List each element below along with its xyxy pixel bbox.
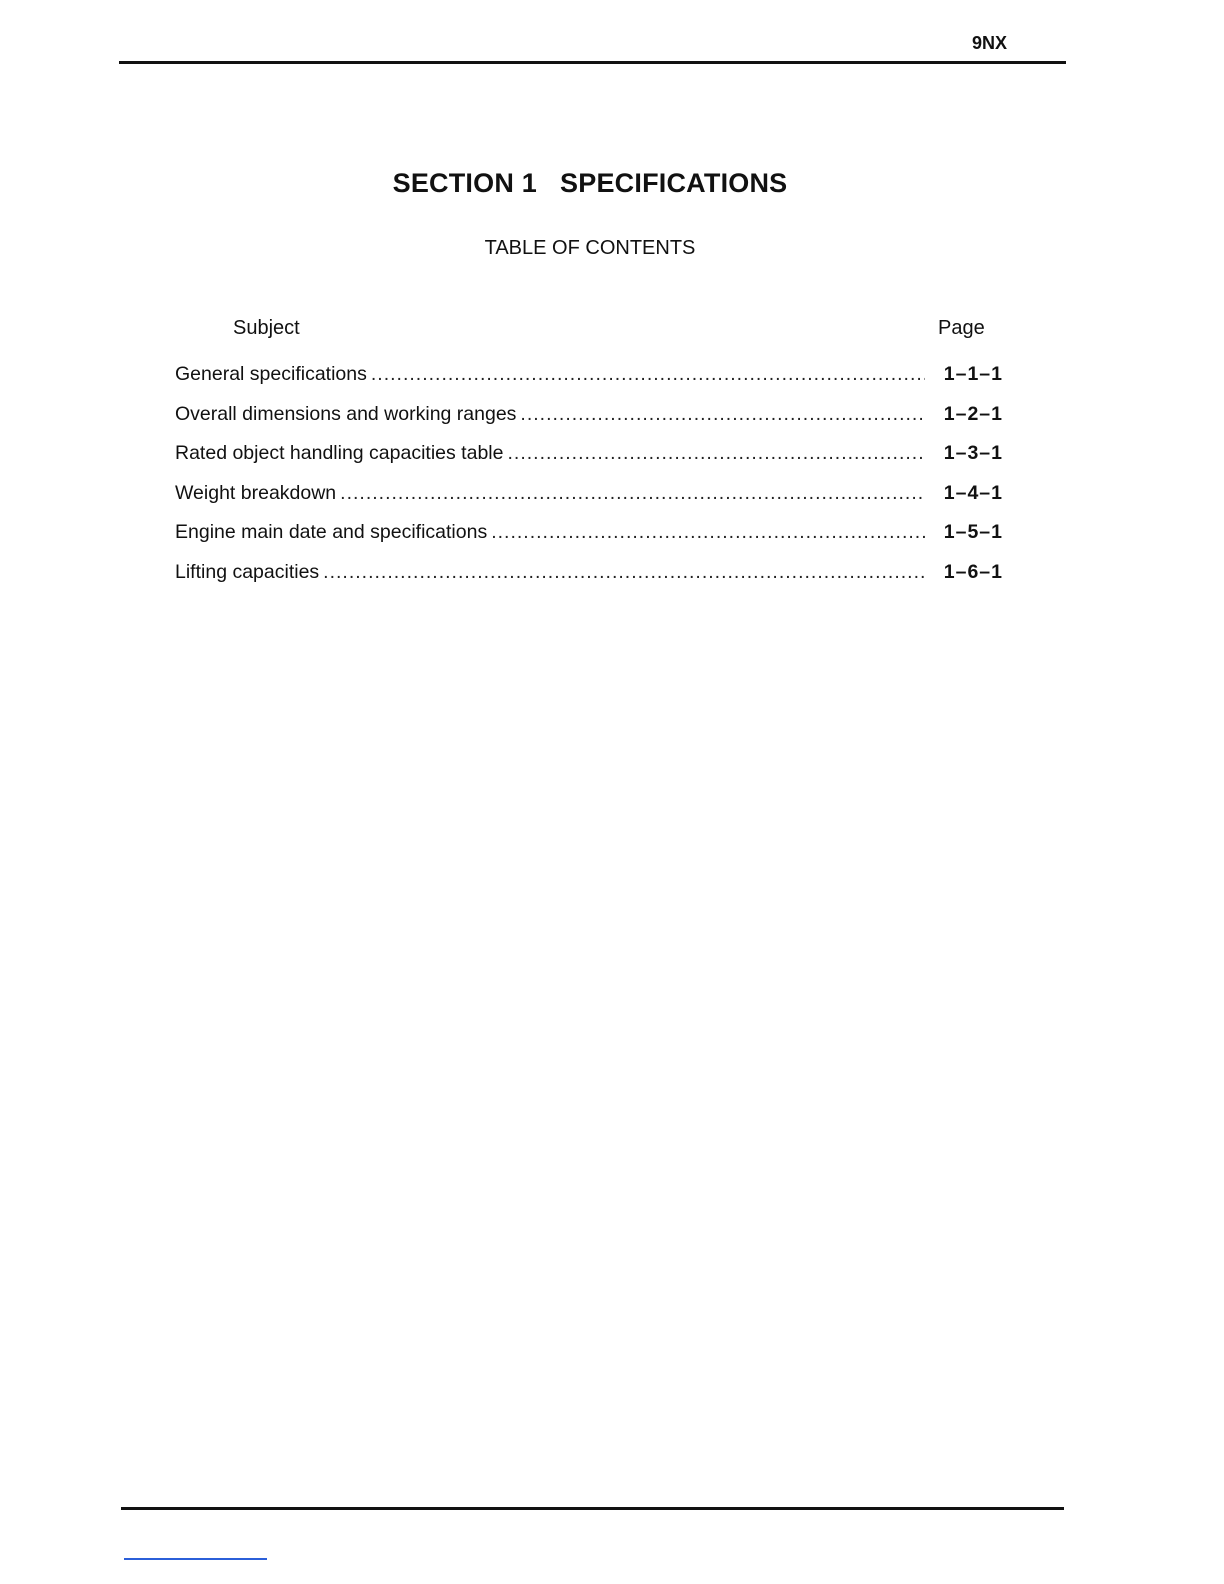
toc-leader-dots: [520, 403, 925, 426]
toc-subject: General specifications: [175, 363, 367, 385]
toc-subject: Weight breakdown: [175, 481, 337, 504]
bottom-link-underline[interactable]: [124, 1558, 267, 1560]
toc-subject: Rated object handling capacities table: [175, 442, 504, 464]
page-header-code: 9NX: [972, 33, 1008, 53]
bottom-divider: [121, 1507, 1064, 1510]
toc-page-number: 1–6–1: [943, 560, 1003, 583]
toc-row[interactable]: [175, 482, 1003, 522]
toc-page-number: 1–5–1: [943, 521, 1003, 543]
toc-subject: Engine main date and specifications: [175, 521, 488, 543]
subject-column-header: Subject: [233, 317, 300, 339]
toc-subject: Overall dimensions and working ranges: [175, 402, 517, 425]
toc-leader-dots: [340, 482, 925, 505]
toc-page-number: 1–3–1: [943, 442, 1003, 464]
toc-leader-dots: [323, 561, 925, 584]
top-divider: [119, 61, 1066, 64]
toc-page-number: 1–2–1: [943, 402, 1003, 425]
toc-row[interactable]: [175, 403, 1003, 443]
section-title: SECTION 1 SPECIFICATIONS: [392, 168, 788, 199]
toc-leader-dots: [371, 363, 925, 386]
toc-leader-dots: [491, 521, 925, 544]
toc-leader-dots: [507, 442, 925, 465]
toc-page-number: 1–1–1: [943, 363, 1003, 385]
toc-subject: Lifting capacities: [175, 560, 320, 583]
toc-row[interactable]: [175, 442, 1003, 482]
page-column-header: Page: [938, 317, 985, 339]
toc-list: [175, 363, 1003, 600]
toc-row[interactable]: [175, 363, 1003, 403]
toc-title: TABLE OF CONTENTS: [484, 237, 696, 259]
toc-row[interactable]: [175, 561, 1003, 601]
toc-page-number: 1–4–1: [943, 481, 1003, 504]
toc-row[interactable]: [175, 521, 1003, 561]
